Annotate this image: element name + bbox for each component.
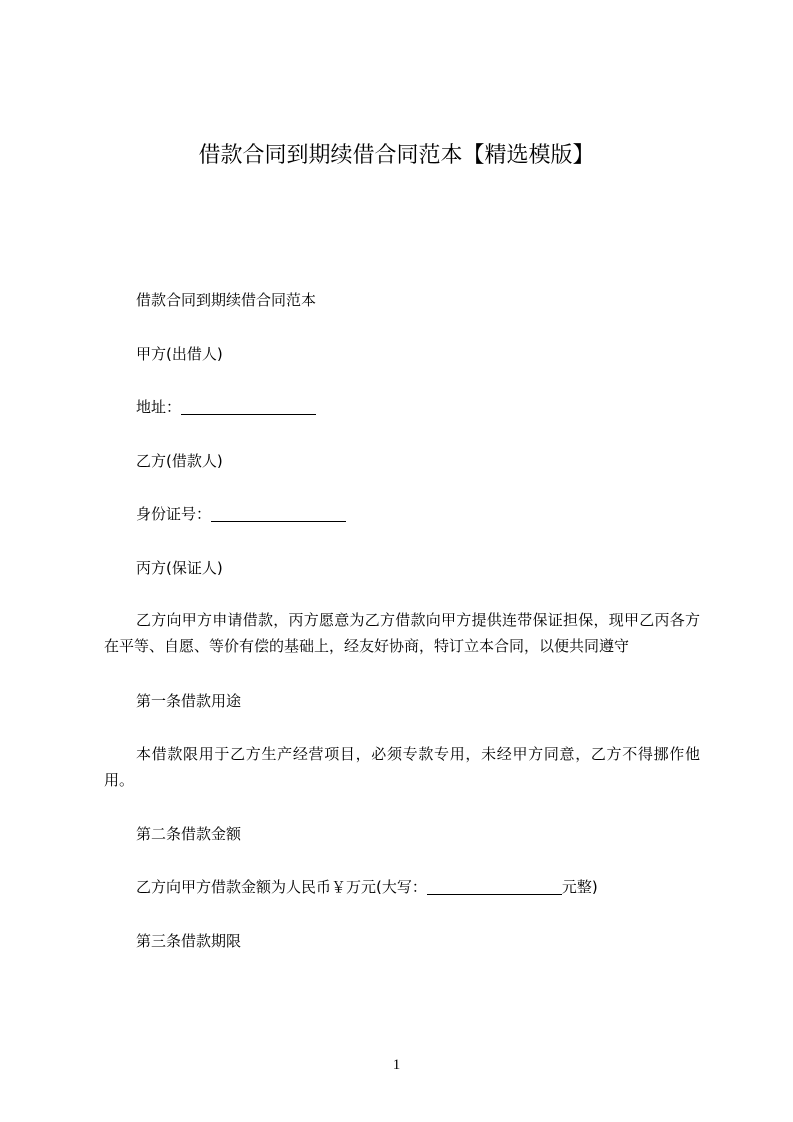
- contract-subtitle: 借款合同到期续借合同范本: [136, 291, 317, 309]
- id-number-label: 身份证号：: [136, 505, 212, 523]
- address-line: [136, 396, 316, 418]
- article-2-text-before: 乙方向甲方借款金额为人民币￥万元(大写：: [136, 878, 427, 896]
- address-blank: [181, 398, 316, 415]
- party-c-label: 丙方(保证人): [136, 559, 223, 577]
- party-b-label: 乙方(借款人): [136, 452, 223, 470]
- id-number-line: [136, 503, 346, 525]
- document-title: 借款合同到期续借合同范本【精选模版】: [198, 143, 595, 168]
- article-1-title: 第一条借款用途: [136, 692, 242, 710]
- id-number-blank: [211, 505, 346, 522]
- intro-paragraph: 乙方向甲方申请借款，丙方愿意为乙方借款向甲方提供连带保证担保，现甲乙丙各方在平等、自愿、等价有偿的基础上，经友好协商，特订立本合同，以便共同遵守: [104, 611, 700, 655]
- article-1-text: 本借款限用于乙方生产经营项目，必须专款专用，未经甲方同意，乙方不得挪作他用。: [104, 745, 700, 789]
- amount-blank: [427, 878, 562, 895]
- page-number: 1: [392, 1057, 401, 1073]
- address-label: 地址：: [136, 398, 182, 416]
- party-a-label: 甲方(出借人): [136, 345, 223, 363]
- article-2-text: [136, 876, 598, 898]
- article-2-title: 第二条借款金额: [136, 825, 242, 843]
- article-3-title: 第三条借款期限: [136, 932, 242, 950]
- article-2-text-after: 元整): [561, 878, 598, 896]
